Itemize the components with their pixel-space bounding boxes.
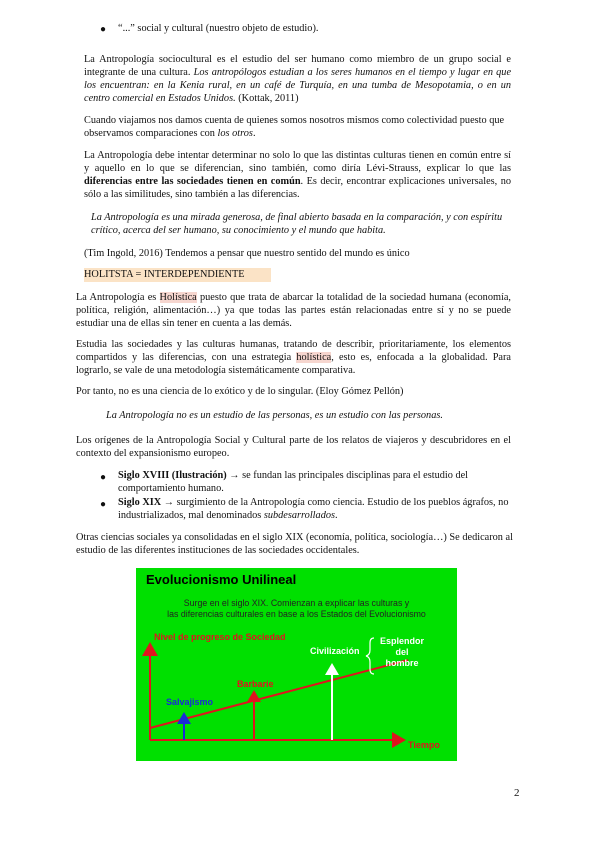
figure-diagram	[136, 568, 457, 761]
figure-evolutionism	[136, 568, 457, 761]
list-item-2-italic: subdesarrollados	[263, 510, 335, 521]
bullet-dot: ●	[100, 24, 107, 35]
studies-text-a: Estudia las sociedades y las culturas humanas, tratando de describir, prioritariamente, los elementos compartidos y las diferencias, con una estrategia	[76, 339, 511, 363]
holistic-text-b: puesto que trata de abarcar la totalidad de la sociedad humana (economía, política, religión, alimentación…) ya que todas las partes están relacionadas entre sí y no se puede estudiar una de ellas sin tener en cuenta a las demás.	[76, 292, 511, 329]
brace-label-2: del	[395, 647, 409, 657]
list-bullet-2: ●	[100, 499, 107, 510]
travel-text: Cuando viajamos nos damos cuenta de quienes somos nosotros mismos como colectividad puesto que observamos comparaciones con	[84, 115, 505, 139]
paragraph-holistic	[76, 291, 511, 330]
studies-highlight: holística	[296, 352, 332, 363]
x-axis-label: Tiempo	[408, 740, 440, 750]
list-item-1-bold: Siglo XVIII (Ilustración)	[118, 470, 227, 481]
list-item-1-text: → se fundan las principales disciplinas para el estudio del comportamiento humano.	[118, 470, 469, 494]
studies-text-b: , esto es, enfocada a la globalidad. Para lograrlo, se vale de una metodología sistemáticamente comparativa.	[76, 352, 511, 376]
list-bullet-1: ●	[100, 472, 107, 483]
paragraph-exotic: Por tanto, no es una ciencia de lo exótico y de lo singular. (Eloy Gómez Pellón)	[76, 386, 404, 397]
y-axis-label: Nivel de progreso de Sociedad	[154, 632, 286, 642]
holistic-highlight: Holística	[159, 292, 197, 303]
definition-quote: Los antropólogos estudian a los seres humanos en el tiempo y lugar en que los encuentran: en la Kenia rural, en un café de Turquía, en una tumba de Mesopotamia, o en un centro comercial en Estados Unidos.	[84, 67, 512, 104]
quote-with-people: La Antropología no es un estudio de las personas, es un estudio con las personas.	[106, 410, 443, 421]
quote-ingold: La Antropología es una mirada generosa, de final abierto basada en la comparación, y con espíritu crítico, acerca del ser humano, su conocimiento y el mundo que habita.	[91, 212, 503, 236]
paragraph-other-sciences: Otras ciencias sociales ya consolidadas en el siglo XIX (economía, política, sociología…) Se dedicaron al estudio de las diferentes instituciones de las sociedades occidentales.	[76, 532, 513, 556]
paragraph-studies	[76, 338, 511, 377]
bullet-text: “...” social y cultural (nuestro objeto de estudio).	[118, 23, 319, 34]
heading-holistic: HOLITSTA = INTERDEPENDIENTE	[84, 269, 245, 280]
travel-end: .	[252, 128, 256, 139]
paragraph-levi-strauss	[84, 149, 511, 201]
page-number: 2	[514, 787, 520, 799]
stage3-label: Civilización	[310, 646, 360, 656]
paragraph-definition	[84, 53, 511, 105]
figure-subtitle-line2: las diferencias culturales en base a los Estados del Evolucionismo	[167, 609, 426, 619]
heading-highlight	[84, 268, 271, 282]
definition-cite: (Kottak, 2011)	[238, 93, 299, 104]
stage2-label: Barbarie	[237, 679, 274, 689]
travel-others: los otros	[217, 128, 253, 139]
paragraph-ingold-cite: (Tim Ingold, 2016) Tendemos a pensar que nuestro sentido del mundo es único	[84, 248, 410, 259]
list-item-2	[118, 496, 513, 522]
paragraph-origins: Los orígenes de la Antropología Social y Cultural parte de los relatos de viajeros y descubridores en el contexto del expansionismo europeo.	[76, 435, 511, 459]
list-item-1	[118, 469, 513, 495]
stage1-label: Salvajismo	[166, 697, 214, 707]
brace-label-1: Esplendor	[379, 636, 425, 646]
figure-title: Evolucionismo Unilineal	[146, 572, 297, 587]
list-item-2-bold: Siglo XIX	[118, 497, 162, 508]
list-item-2-text: → surgimiento de la Antropología como ciencia. Estudio de los pueblos ágrafos, no industrializados, mal denominados	[118, 497, 509, 521]
progress-line	[150, 660, 408, 728]
figure-subtitle-line1: Surge en el siglo XIX. Comienzan a explicar las culturas y	[183, 598, 410, 608]
levi-text-a: La Antropología debe intentar determinar no solo lo que las distintas culturas tienen en común entre sí y aquello en lo que se diferencian, sino también, como diría Lévi-Strauss, explicar lo que las	[84, 150, 511, 174]
definition-text: La Antropología sociocultural es el estudio del ser humano como miembro de un grupo social e integrante de una cultura.	[84, 54, 511, 78]
list-item-2-end: .	[335, 510, 338, 521]
levi-text-b: . Es decir, encontrar explicaciones universales, no sólo a las similitudes, sino también a las diferencias.	[84, 176, 511, 200]
paragraph-travel	[84, 114, 511, 140]
holistic-text-a: La Antropología es	[76, 292, 157, 303]
levi-bold: diferencias entre las sociedades tienen en común	[84, 176, 301, 187]
brace-label-3: hombre	[385, 658, 419, 668]
